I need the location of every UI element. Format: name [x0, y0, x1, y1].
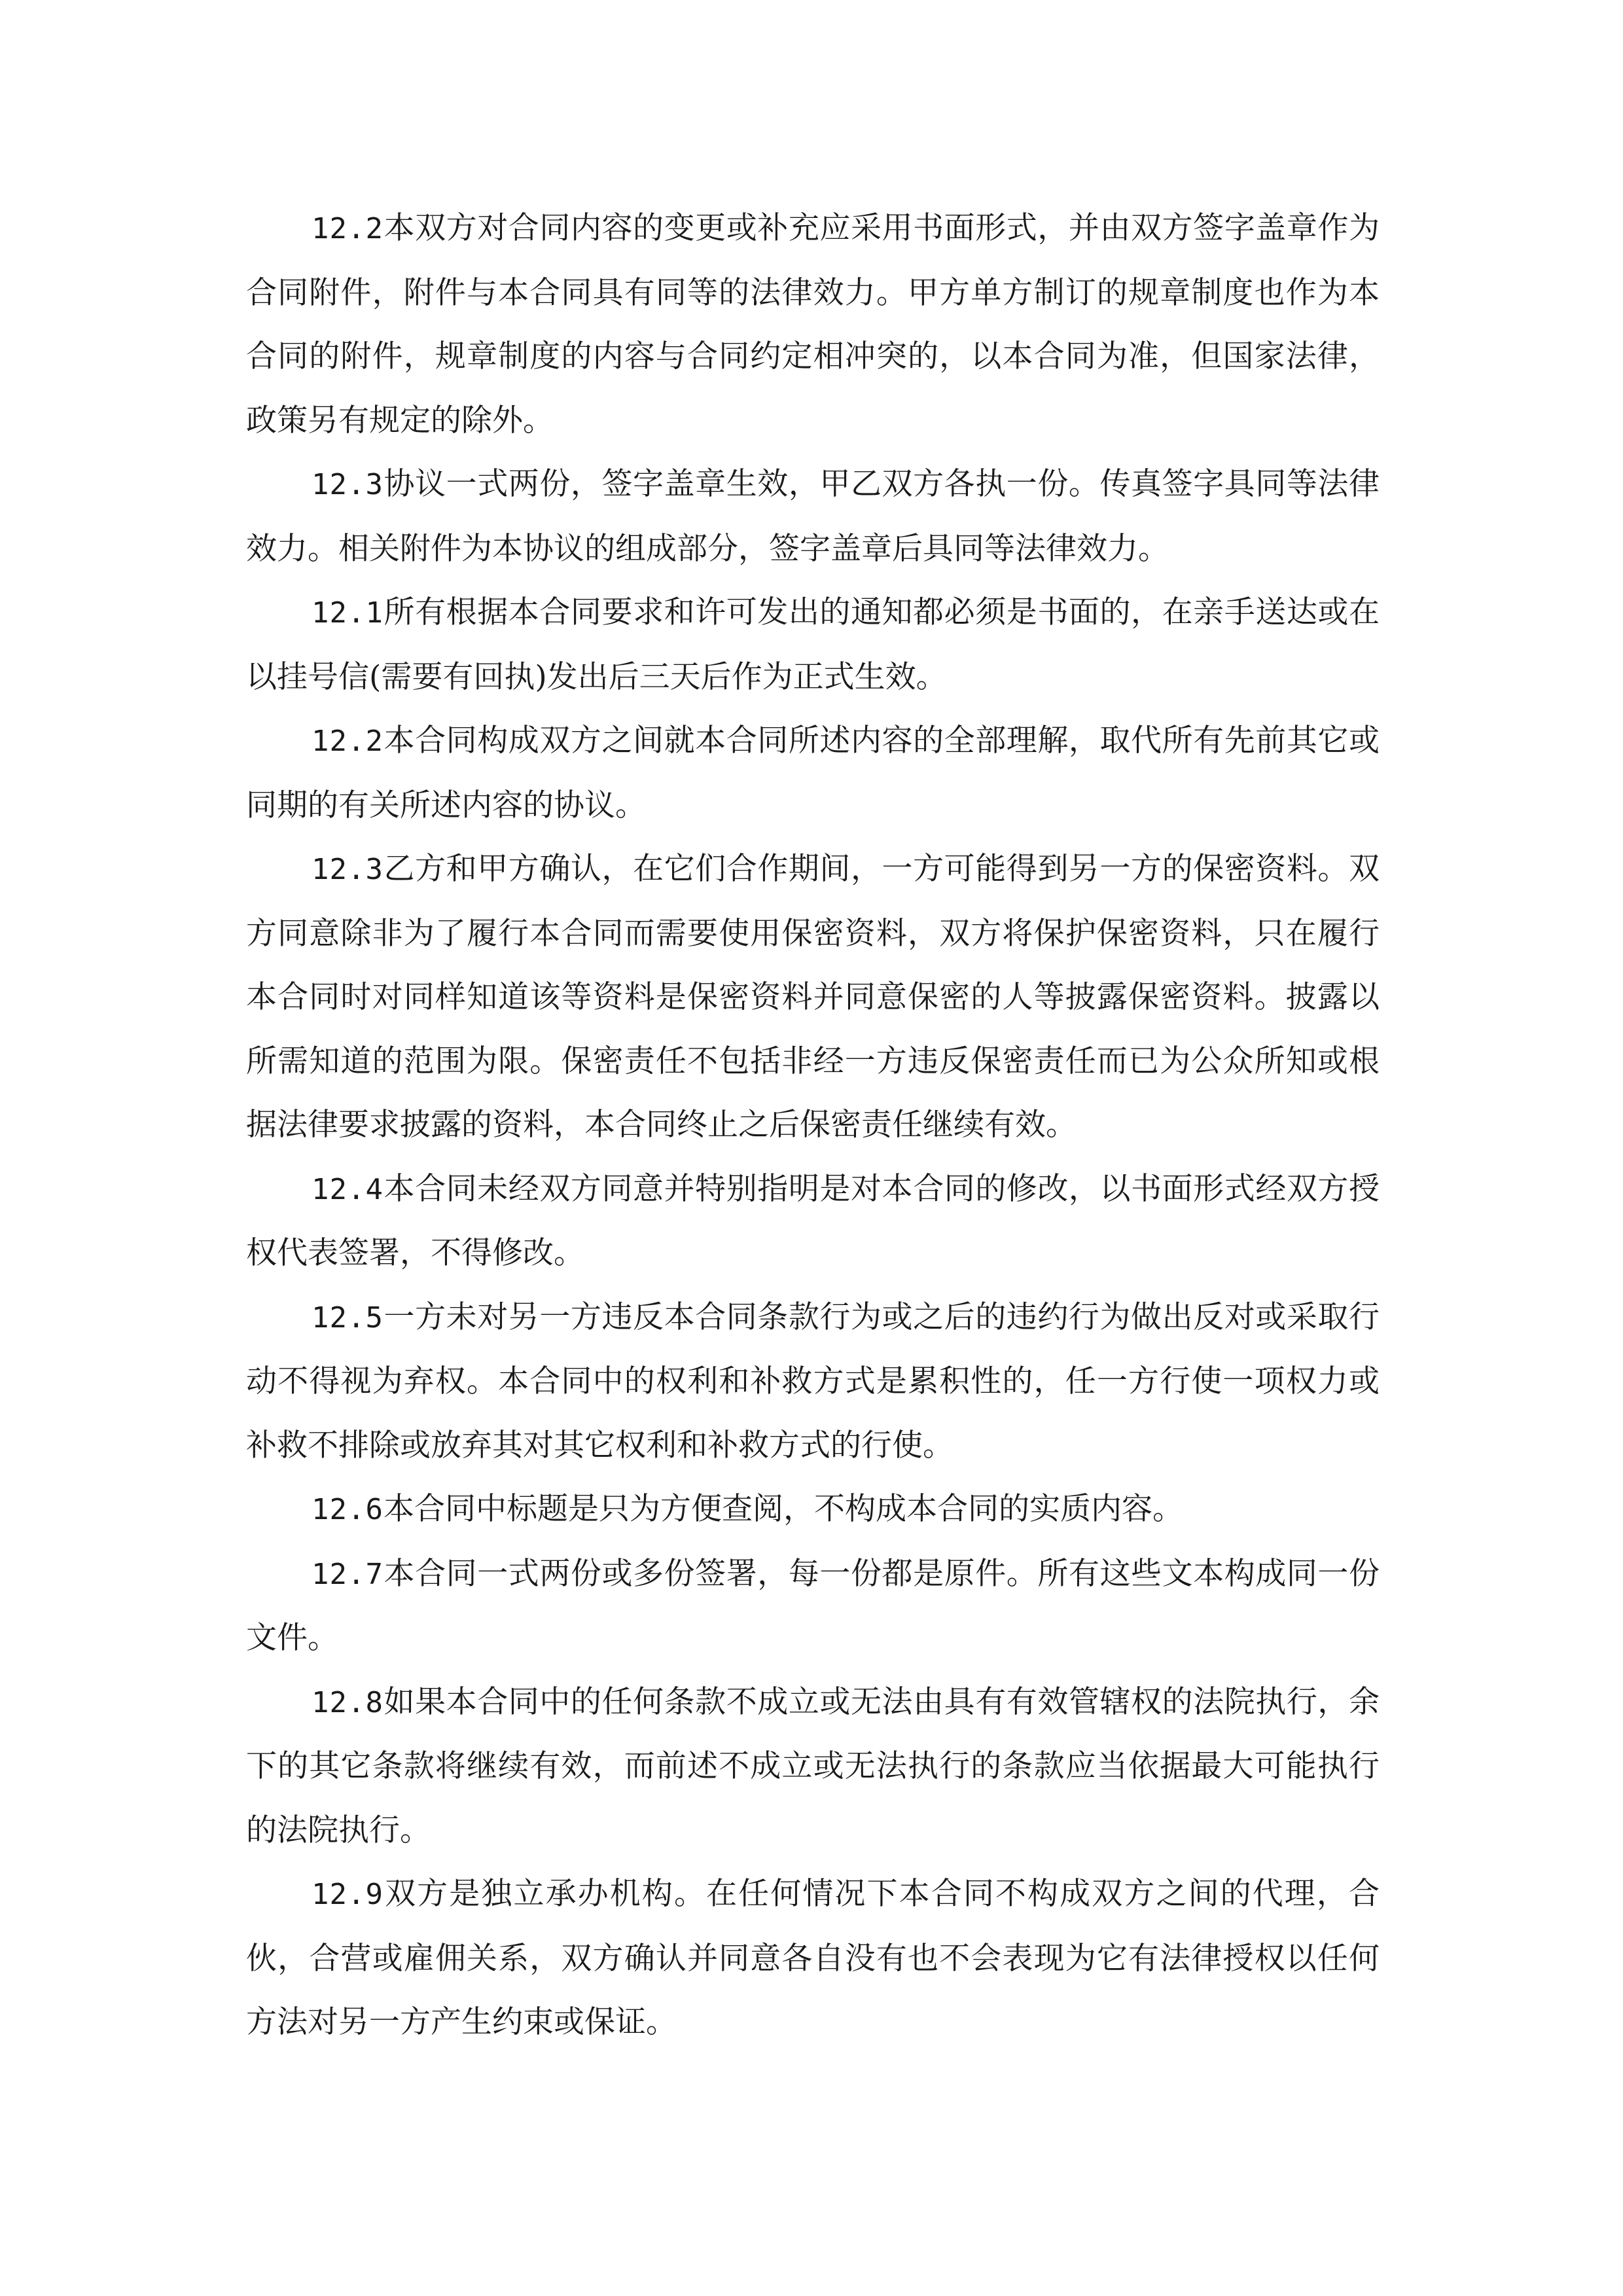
clause-paragraph — [246, 1670, 1380, 1863]
clause-paragraph — [246, 581, 1380, 709]
clause-paragraph — [246, 196, 1380, 452]
clause-paragraph — [246, 1542, 1380, 1670]
clause-paragraph — [246, 1285, 1380, 1478]
clause-text: 本合同中标题是只为方便查阅，不构成本合同的实质内容。 — [383, 1491, 1183, 1527]
clause-number: 12.2 — [312, 212, 383, 245]
clause-number: 12.9 — [312, 1878, 383, 1911]
clause-paragraph — [246, 1157, 1380, 1285]
clause-number: 12.5 — [312, 1300, 383, 1335]
clause-paragraph — [246, 837, 1380, 1157]
clause-text: 本合同构成双方之间就本合同所述内容的全部理解，取代所有先前其它或同期的有关所述内容的协议。 — [246, 723, 1380, 823]
clause-number: 12.6 — [312, 1493, 383, 1526]
contract-body — [246, 196, 1380, 2054]
clause-text: 本双方对合同内容的变更或补充应采用书面形式，并由双方签字盖章作为合同附件，附件与本合同具有同等的法律效力。甲方单方制订的规章制度也作为本合同的附件，规章制度的内容与合同约定相冲突的，以本合同为准，但国家法律，政策另有规定的除外。 — [246, 210, 1380, 439]
clause-text: 本合同一式两份或多份签署，每一份都是原件。所有这些文本构成同一份文件。 — [246, 1555, 1380, 1656]
clause-text: 双方是独立承办机构。在任何情况下本合同不构成双方之间的代理，合伙，合营或雇佣关系，双方确认并同意各自没有也不会表现为它有法律授权以任何方法对另一方产生约束或保证。 — [246, 1876, 1380, 2040]
clause-paragraph — [246, 709, 1380, 837]
clause-text: 如果本合同中的任何条款不成立或无法由具有有效管辖权的法院执行，余下的其它条款将继续有效，而前述不成立或无法执行的条款应当依据最大可能执行的法院执行。 — [246, 1683, 1380, 1848]
clause-paragraph — [246, 1862, 1380, 2054]
clause-text: 一方未对另一方违反本合同条款行为或之后的违约行为做出反对或采取行动不得视为弃权。本合同中的权利和补救方式是累积性的，任一方行使一项权力或补救不排除或放弃其对其它权利和补救方式的行使。 — [246, 1299, 1380, 1463]
clause-text: 本合同未经双方同意并特别指明是对本合同的修改，以书面形式经双方授权代表签署，不得修改。 — [246, 1170, 1380, 1271]
clause-text: 协议一式两份，签字盖章生效，甲乙双方各执一份。传真签字具同等法律效力。相关附件为本协议的组成部分，签字盖章后具同等法律效力。 — [246, 466, 1380, 567]
clause-number: 12.7 — [312, 1557, 383, 1591]
clause-number: 12.1 — [312, 596, 383, 630]
clause-paragraph — [246, 452, 1380, 581]
clause-number: 12.4 — [312, 1172, 383, 1206]
clause-number: 12.8 — [312, 1685, 383, 1719]
clause-text: 乙方和甲方确认，在它们合作期间，一方可能得到另一方的保密资料。双方同意除非为了履行本合同而需要使用保密资料，双方将保护保密资料，只在履行本合同时对同样知道该等资料是保密资料并同意保密的人等披露保密资料。披露以所需知道的范围为限。保密责任不包括非经一方违反保密责任而已为公众所知或根据法律要求披露的资料，本合同终止之后保密责任继续有效。 — [246, 851, 1380, 1143]
clause-number: 12.3 — [312, 853, 383, 886]
clause-text: 所有根据本合同要求和许可发出的通知都必须是书面的，在亲手送达或在以挂号信(需要有回执)发出后三天后作为正式生效。 — [246, 594, 1380, 695]
clause-number: 12.3 — [312, 468, 383, 501]
clause-paragraph — [246, 1477, 1380, 1542]
clause-number: 12.2 — [312, 725, 383, 758]
